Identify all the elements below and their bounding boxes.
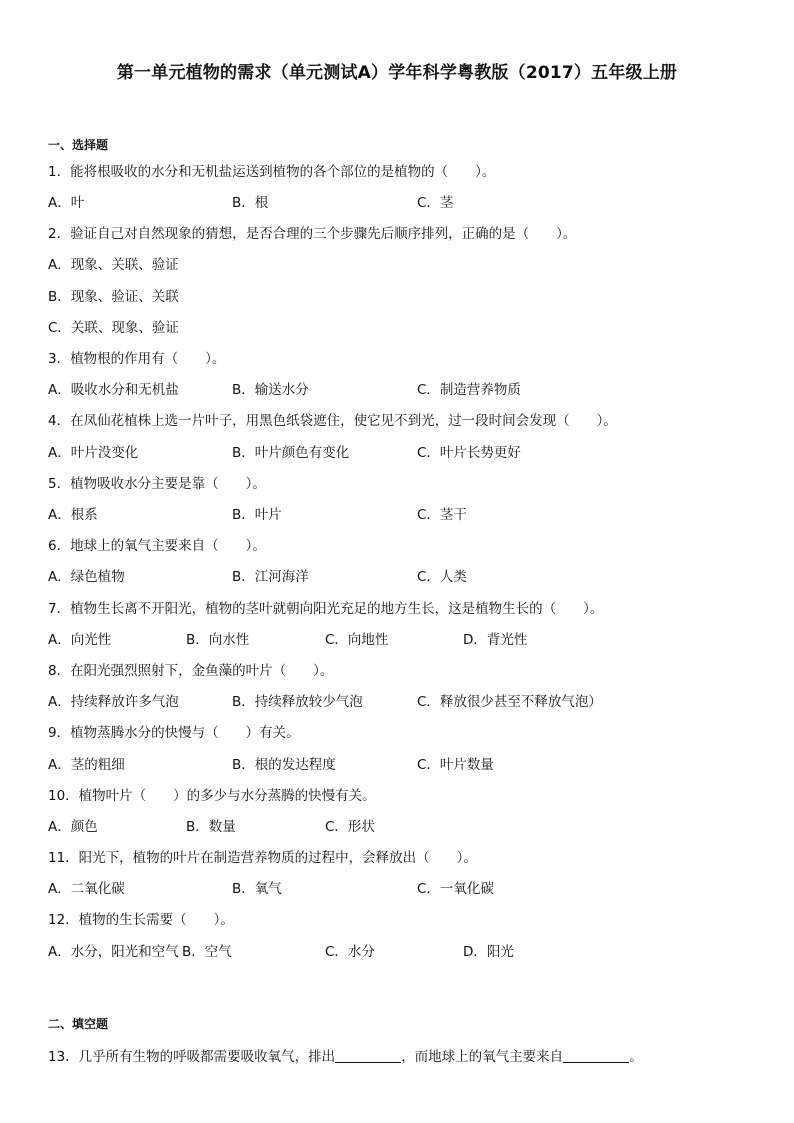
option-b: B．空气 (182, 944, 232, 960)
option-b: B．根的发达程度 (232, 757, 336, 773)
section-heading-choice: 一、选择题 (48, 138, 109, 152)
option-c: C．叶片数量 (417, 757, 494, 773)
question-12-options (48, 940, 748, 960)
question-13-text-1: 13．几乎所有生物的呼吸都需要吸收氧气，排出 (48, 1049, 336, 1065)
option-c: C．制造营养物质 (417, 382, 521, 398)
option-a: A．持续释放许多气泡 (48, 694, 179, 710)
option-c: C．水分 (325, 944, 375, 960)
question-1-options (48, 191, 748, 211)
option-d: D．阳光 (463, 944, 514, 960)
option-a: A．绿色植物 (48, 569, 125, 585)
option-a: A．叶 (48, 195, 85, 211)
question-2-option-a-row (48, 253, 748, 273)
question-6: 6．地球上的氧气主要来自（ ）。 (48, 538, 266, 554)
option-c: C．形状 (325, 819, 375, 835)
option-a: A．吸收水分和无机盐 (48, 382, 179, 398)
question-7-options (48, 628, 748, 648)
option-a: A．向光性 (48, 632, 112, 648)
question-5-options (48, 503, 748, 523)
option-a: A．叶片没变化 (48, 445, 139, 461)
question-10: 10．植物叶片（ ）的多少与水分蒸腾的快慢有关。 (48, 788, 376, 804)
option-d: D．背光性 (463, 632, 528, 648)
option-c: C．一氧化碳 (417, 881, 494, 897)
question-2-option-c-row (48, 316, 748, 336)
question-3: 3．植物根的作用有（ ）。 (48, 351, 226, 367)
option-c: C．茎干 (417, 507, 467, 523)
option-b: B．数量 (186, 819, 236, 835)
question-11: 11．阳光下，植物的叶片在制造营养物质的过程中，会释放出（ ）。 (48, 850, 477, 866)
option-b: B．江河海洋 (232, 569, 309, 585)
option-a: A．二氧化碳 (48, 881, 125, 897)
option-c: C．释放很少甚至不释放气泡） (417, 694, 602, 710)
document-title: 第一单元植物的需求（单元测试A）学年科学粤教版（2017）五年级上册 (116, 63, 678, 83)
option-b: B．现象、验证、关联 (48, 289, 179, 305)
question-5: 5．植物吸收水分主要是靠（ ）。 (48, 476, 266, 492)
question-2: 2．验证自己对自然现象的猜想，是否合理的三个步骤先后顺序排列，正确的是（ ）。 (48, 226, 577, 242)
option-c: C．关联、现象、验证 (48, 320, 179, 336)
option-b: B．叶片颜色有变化 (232, 445, 350, 461)
question-1: 1．能将根吸收的水分和无机盐运送到植物的各个部位的是植物的（ ）。 (48, 164, 496, 180)
option-a: A．茎的粗细 (48, 757, 125, 773)
question-8-options (48, 690, 748, 710)
option-a: A．颜色 (48, 819, 98, 835)
option-c: C．向地性 (325, 632, 389, 648)
question-13 (48, 1045, 643, 1065)
option-c: C．人类 (417, 569, 467, 585)
answer-blank-1[interactable] (335, 1048, 401, 1063)
question-4: 4．在凤仙花植株上选一片叶子，用黑色纸袋遮住，使它见不到光，过一段时间会发现（ ）。 (48, 413, 617, 429)
question-10-options (48, 815, 748, 835)
section-heading-fill: 二、填空题 (48, 1017, 109, 1031)
option-c: C．叶片长势更好 (417, 445, 521, 461)
question-9-options (48, 753, 748, 773)
question-8: 8．在阳光强烈照射下，金鱼藻的叶片（ ）。 (48, 663, 334, 679)
option-b: B．根 (232, 195, 269, 211)
option-a: A．根系 (48, 507, 98, 523)
option-a: A．现象、关联、验证 (48, 257, 179, 273)
question-2-option-b-row (48, 285, 748, 305)
option-b: B．叶片 (232, 507, 282, 523)
question-9: 9．植物蒸腾水分的快慢与（ ）有关。 (48, 725, 300, 741)
question-11-options (48, 877, 748, 897)
answer-blank-2[interactable] (563, 1048, 629, 1063)
option-b: B．输送水分 (232, 382, 309, 398)
question-13-text-2: ，而地球上的氧气主要来自 (401, 1049, 564, 1065)
question-7: 7．植物生长离不开阳光，植物的茎叶就朝向阳光充足的地方生长，这是植物生长的（ ）。 (48, 601, 604, 617)
question-3-options (48, 378, 748, 398)
option-b: B．向水性 (186, 632, 250, 648)
question-13-text-3: 。 (629, 1049, 643, 1065)
option-a: A．水分，阳光和空气 (48, 944, 179, 960)
question-12: 12．植物的生长需要（ ）。 (48, 912, 234, 928)
question-4-options (48, 441, 748, 461)
question-6-options (48, 565, 748, 585)
option-b: B．氧气 (232, 881, 282, 897)
option-b: B．持续释放较少气泡 (232, 694, 363, 710)
option-c: C．茎 (417, 195, 454, 211)
